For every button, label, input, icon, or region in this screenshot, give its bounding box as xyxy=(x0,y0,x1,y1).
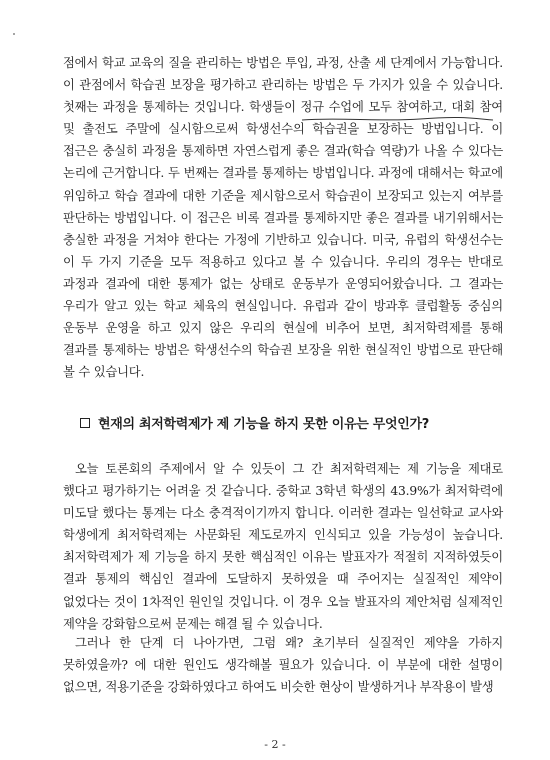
scan-mark xyxy=(13,33,15,35)
handwritten-underline xyxy=(300,115,495,123)
paragraph-text: 그러나 한 단계 더 나아가면, 그럼 왜? 초기부터 실질적인 제약을 가하지 못하였을까? 에 대한 원인도 생각해볼 필요가 있습니다. 이 부분에 대한 설명이 없으면, 적용기준을 강화하였다고 하여도 비슷한 현상이 발생하거나 부작용이 발생 xyxy=(63,636,503,695)
section-heading xyxy=(80,413,429,432)
paragraph-text: 오늘 토론회의 주제에서 알 수 있듯이 그 간 최저학력제는 제 기능을 제대로 했다고 평가하기는 어려울 것 같습니다. 중학교 3학년 학생의 43.9%가 최저학력에 미도달 했다는 통계는 다소 충격적이기까지 합니다. 이러한 결과는 일선학교 교사와 학생에게 최저학력제는 사문화된 제도로까지 인식되고 있을 가능성이 높습니다. 최저학력제가 제 기능을 하지 못한 핵심적인 이유는 발표자가 적절히 지적하였듯이 결과 통제의 핵심인 결과에 도달하지 못하였을 때 주어지는 실질적인 제약이 없었다는 것이 1차적인 원인일 것입니다. 이 경우 오늘 발표자의 제안처럼 실제적인 제약을 강화함으로써 문제는 해결 될 수 있습니다. xyxy=(63,462,503,631)
page-number: - 2 - xyxy=(264,738,286,751)
body-paragraph xyxy=(63,632,503,698)
body-paragraph xyxy=(63,458,503,635)
body-paragraph xyxy=(63,52,503,383)
heading-text: 현재의 최저학력제가 제 기능을 하지 못한 이유는 무엇인가? xyxy=(98,417,430,432)
checkbox-icon xyxy=(80,418,90,428)
paragraph-text: 점에서 학교 교육의 질을 관리하는 방법은 투입, 과정, 산출 세 단계에서 가능합니다. 이 관점에서 학습권 보장을 평가하고 관리하는 방법은 두 가지가 있을 수 있습니다. 첫째는 과정을 통제하는 것입니다. 학생들이 정규 수업에 모두 참여하고, 대회 참여 및 출전도 주말에 실시함으로써 학생선수의 학습권을 보장하는 방법입니다. 이 접근은 충실히 과정을 통제하면 자연스럽게 좋은 결과(학습 역량)가 나올 수 있다는 논리에 근거합니다. 두 번째는 결과를 통제하는 방법입니다. 과정에 대해서는 학교에 위임하고 학습 결과에 대한 기준을 제시함으로서 학습권이 보장되고 있는지 여부를 판단하는 방법입니다. 이 접근은 비록 결과를 통제하지만 좋은 결과를 내기위해서는 충실한 과정을 거쳐야 한다는 가정에 기반하고 있습니다. 미국, 유럽의 학생선수는 이 두 가지 기준을 모두 적용하고 있다고 볼 수 있습니다. 우리의 경우는 반대로 과정과 결과에 대한 통제가 없는 상태로 운동부가 운영되어왔습니다. 그 결과는 우리가 알고 있는 학교 체육의 현실입니다. 유럽과 같이 방과후 클럽활동 중심의 운동부 운영을 하고 있지 않은 우리의 현실에 비추어 보면, 최저학력제를 통해 결과를 통제하는 방법은 학생선수의 학습권 보장을 위한 현실적인 방법으로 판단해 볼 수 있습니다. xyxy=(63,56,503,380)
